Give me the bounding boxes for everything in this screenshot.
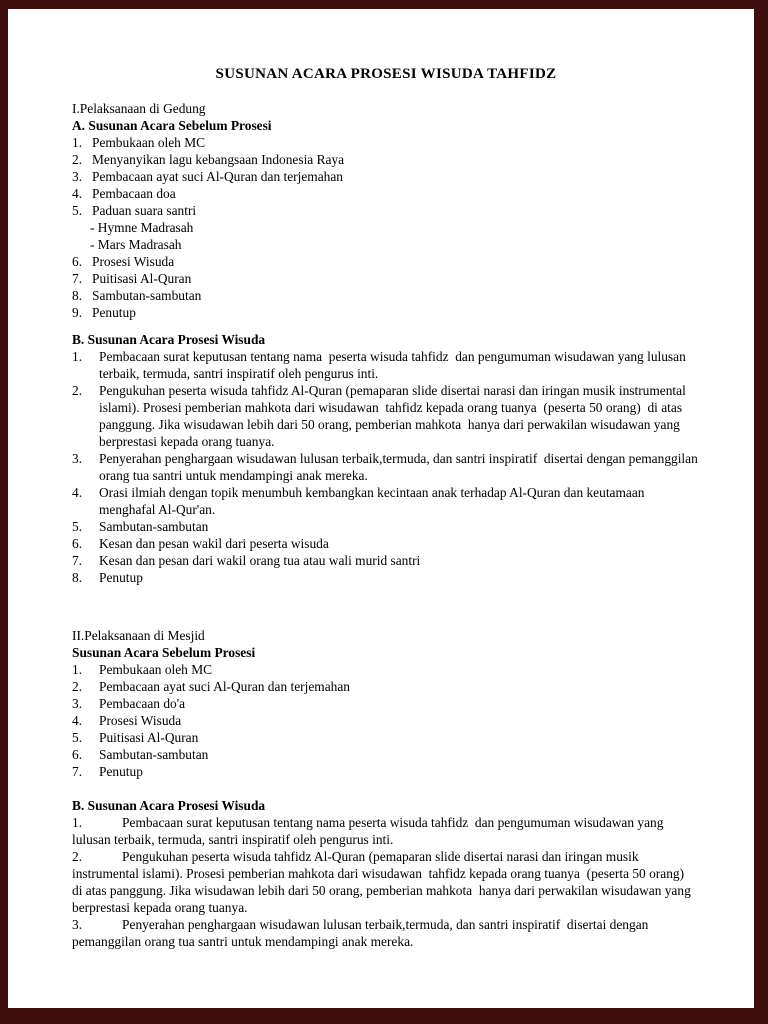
list-item-text: Paduan suara santri bbox=[92, 203, 197, 218]
list-item-text: Pembukaan oleh MC bbox=[92, 135, 206, 150]
list-item bbox=[72, 348, 700, 382]
page-title: SUSUNAN ACARA PROSESI WISUDA TAHFIDZ bbox=[215, 66, 557, 82]
list-item-number: 6. bbox=[72, 746, 83, 762]
list-item-text: Penyerahan penghargaan wisudawan lulusan terbaik,termuda, dan santri inspiratif disertai dengan pemanggilan orang tua santri untuk mendampingi anak mereka. bbox=[99, 451, 702, 484]
list-item bbox=[72, 569, 700, 586]
list-item-number: 7. bbox=[72, 271, 83, 286]
list-item-number: 6. bbox=[72, 254, 83, 269]
list-item-text: Prosesi Wisuda bbox=[99, 712, 182, 728]
list-item-number: 4. bbox=[72, 712, 83, 728]
list-item bbox=[72, 518, 700, 535]
list-item-number: 3. bbox=[72, 916, 83, 932]
list-item bbox=[72, 712, 700, 729]
list-item-text: Puitisasi Al-Quran bbox=[92, 271, 192, 286]
list-item-text: Pembacaan doa bbox=[92, 186, 176, 201]
list-item-number: 5. bbox=[72, 519, 83, 535]
list-item-text: Pembacaan ayat suci Al-Quran dan terjemahan bbox=[92, 169, 343, 184]
list-item-number: 2. bbox=[72, 152, 83, 167]
list-item-text: Pembacaan surat keputusan tentang nama peserta wisuda tahfidz dan pengumuman wisudawan yang lulusan terbaik, termuda, santri inspiratif oleh pengurus inti. bbox=[99, 349, 690, 382]
list-item bbox=[72, 484, 700, 518]
section-heading: B. Susunan Acara Prosesi Wisuda bbox=[72, 332, 266, 348]
list-item-number: 5. bbox=[72, 729, 83, 745]
vertical-spacer bbox=[72, 586, 700, 627]
list-item bbox=[72, 151, 700, 168]
list-item-text: Penyerahan penghargaan wisudawan lulusan terbaik,termuda, dan santri inspiratif disertai dengan pemanggilan orang tua santri untuk mendampingi anak mereka. bbox=[72, 916, 652, 949]
doc-line: - Mars Madrasah bbox=[90, 237, 182, 252]
list-item-number: 3. bbox=[72, 695, 83, 711]
list-item-text: Sambutan-sambutan bbox=[99, 746, 209, 762]
list-item-number: 3. bbox=[72, 451, 83, 467]
list-item bbox=[72, 695, 700, 712]
list-item bbox=[72, 746, 700, 763]
list-item-text: Pengukuhan peserta wisuda tahfidz Al-Quran (pemaparan slide disertai narasi dan iringan musik instrumental islami). Prosesi pemberian mahkota dari wisudawan tahfidz kepada orang tuanya (peserta 50 orang) di atas panggung. Jika wisudawan lebih dari 50 orang, pemberian mahkota hanya dari perwakilan wisudawan yang berprestasi kepada orang tuanya. bbox=[99, 383, 690, 450]
list-item bbox=[72, 168, 700, 185]
list-item bbox=[72, 814, 700, 848]
list-item-text: Menyanyikan lagu kebangsaan Indonesia Raya bbox=[92, 152, 345, 167]
list-item-number: 1. bbox=[72, 349, 83, 365]
doc-line: II.Pelaksanaan di Mesjid bbox=[72, 627, 205, 643]
list-item-number: 8. bbox=[72, 288, 83, 303]
document-body bbox=[72, 100, 700, 950]
list-item bbox=[72, 763, 700, 780]
list-item-number: 6. bbox=[72, 536, 83, 552]
document-page bbox=[8, 9, 754, 1008]
list-item-number: 4. bbox=[72, 186, 83, 201]
list-item-number: 2. bbox=[72, 678, 83, 694]
list-item bbox=[72, 535, 700, 552]
list-item-text: Pembacaan surat keputusan tentang nama peserta wisuda tahfidz dan pengumuman wisudawan yang lulusan terbaik, termuda, santri inspiratif oleh pengurus inti. bbox=[72, 814, 667, 847]
list-item-number: 7. bbox=[72, 763, 83, 779]
section-heading: B. Susunan Acara Prosesi Wisuda bbox=[72, 797, 266, 813]
list-item bbox=[72, 678, 700, 695]
list-item-number: 4. bbox=[72, 485, 83, 501]
list-item-text: Orasi ilmiah dengan topik menumbuh kembangkan kecintaan anak terhadap Al-Quran dan keutamaan menghafal Al-Qur'an. bbox=[99, 485, 648, 518]
list-item-text: Pembacaan do'a bbox=[99, 695, 186, 711]
list-item-number: 7. bbox=[72, 553, 83, 569]
list-item-number: 8. bbox=[72, 570, 83, 586]
list-item bbox=[72, 287, 700, 304]
list-item bbox=[72, 134, 700, 151]
list-item-text: Pembukaan oleh MC bbox=[99, 661, 213, 677]
list-item-number: 2. bbox=[72, 848, 83, 864]
list-item-text: Penutup bbox=[92, 305, 136, 320]
list-item-number: 5. bbox=[72, 203, 83, 218]
list-item-text: Penutup bbox=[99, 570, 143, 586]
list-item bbox=[72, 552, 700, 569]
list-item-number: 1. bbox=[72, 135, 83, 150]
list-item bbox=[72, 729, 700, 746]
list-item-text: Sambutan-sambutan bbox=[99, 519, 209, 535]
section-heading: A. Susunan Acara Sebelum Prosesi bbox=[72, 118, 272, 133]
list-item-number: 9. bbox=[72, 305, 83, 320]
section-heading: Susunan Acara Sebelum Prosesi bbox=[72, 644, 256, 660]
list-item-text: Kesan dan pesan wakil dari peserta wisuda bbox=[99, 536, 329, 552]
list-item bbox=[72, 450, 700, 484]
list-item bbox=[72, 916, 700, 950]
list-item-text: Penutup bbox=[99, 763, 143, 779]
list-item-text: Sambutan-sambutan bbox=[92, 288, 202, 303]
doc-line: - Hymne Madrasah bbox=[90, 220, 194, 235]
list-item-text: Pembacaan ayat suci Al-Quran dan terjemahan bbox=[99, 678, 350, 694]
vertical-spacer bbox=[72, 321, 700, 331]
list-item bbox=[72, 382, 700, 450]
list-item-number: 3. bbox=[72, 169, 83, 184]
list-item bbox=[72, 202, 700, 219]
list-item bbox=[72, 848, 700, 916]
list-item-number: 2. bbox=[72, 383, 83, 399]
list-item bbox=[72, 304, 700, 321]
list-item-number: 1. bbox=[72, 814, 83, 830]
list-item-text: Puitisasi Al-Quran bbox=[99, 729, 199, 745]
list-item-text: Prosesi Wisuda bbox=[92, 254, 175, 269]
doc-line: I.Pelaksanaan di Gedung bbox=[72, 101, 206, 116]
list-item bbox=[72, 270, 700, 287]
list-item bbox=[72, 253, 700, 270]
list-item-text: Kesan dan pesan dari wakil orang tua atau wali murid santri bbox=[99, 553, 421, 569]
vertical-spacer bbox=[72, 780, 700, 797]
list-item-number: 1. bbox=[72, 661, 83, 677]
list-item bbox=[72, 185, 700, 202]
list-item bbox=[72, 661, 700, 678]
list-item-text: Pengukuhan peserta wisuda tahfidz Al-Quran (pemaparan slide disertai narasi dan iringan musik instrumental islami). Prosesi pemberian mahkota dari wisudawan tahfidz kepada orang tuanya (peserta 50 orang) di atas panggung. Jika wisudawan lebih dari 50 orang, pemberian mahkota hanya dari perwakilan wisudawan yang berprestasi kepada orang tuanya. bbox=[72, 848, 695, 915]
